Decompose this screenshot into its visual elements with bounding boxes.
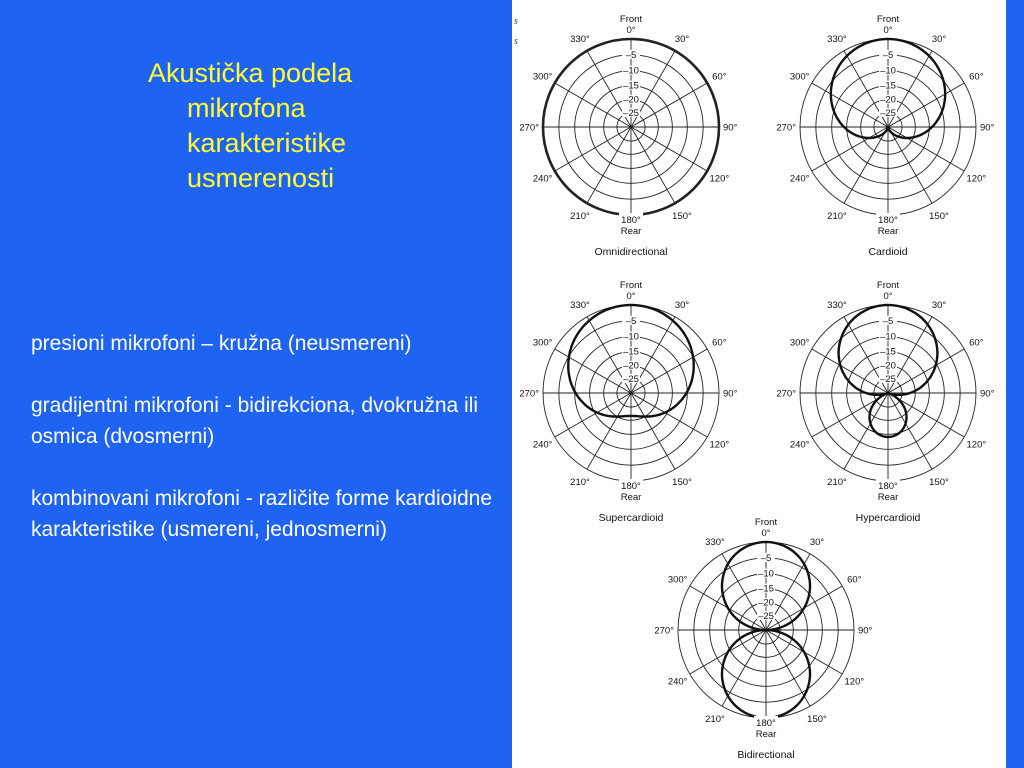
angle-30-label: 30° [931,300,947,312]
angle-300-label: 300° [789,71,810,83]
angle-30-label: 30° [809,537,825,549]
caption-omni: Omnidirectional [594,246,668,258]
angle-60-label: 60° [712,337,727,349]
polar-diagram-supercardioid [519,280,737,524]
polar-diagram-cardioid [776,14,994,258]
rear-label: Rear [877,226,899,237]
polar-spoke [631,127,707,171]
db-level-label: –20 [623,94,639,106]
angle-90-label: 90° [858,625,873,637]
polar-spoke [812,349,888,393]
paragraph-combined-microphones: kombinovani mikrofoni - različite forme kardioidne karakteristike (usmereni, jednosmerni) [31,487,493,541]
db-level-label: –15 [880,346,896,358]
polar-diagram-hypercardioid [776,280,994,524]
db-level-label: –20 [880,360,896,372]
polar-spoke [888,393,932,469]
angle-150-label: 150° [929,476,949,488]
angle-120-label: 120° [966,173,987,185]
angle-0-label: 0° [626,291,636,302]
angle-180-label: 180° [621,215,641,226]
rear-label: Rear [620,492,642,503]
db-level-label: –15 [623,346,639,358]
angle-180-label: 180° [878,481,898,492]
polar-spoke [631,127,675,203]
rear-label: Rear [755,729,777,740]
angle-210-label: 210° [570,210,590,222]
slide-title [148,56,488,196]
angle-60-label: 60° [847,574,862,586]
angle-90-label: 90° [980,388,995,400]
angle-240-label: 240° [532,173,553,185]
angle-210-label: 210° [827,210,847,222]
front-label: Front [876,280,900,291]
polar-spoke [555,127,631,171]
front-label: Front [619,280,643,291]
polar-spoke [888,83,964,127]
right-edge-strip [1006,0,1024,768]
angle-120-label: 120° [966,439,987,451]
db-level-label: –10 [880,331,896,343]
db-level-label: –10 [623,65,639,77]
angle-150-label: 150° [929,210,949,222]
db-level-label: –5 [760,552,772,564]
polar-spoke [555,349,631,393]
db-level-label: –20 [880,94,896,106]
db-level-label: –5 [882,49,894,61]
paragraph-gradient-microphones: gradijentni mikrofoni - bidirekciona, dvokružna ili osmica (dvosmerni) [31,394,479,448]
rear-label: Rear [620,226,642,237]
angle-0-label: 0° [883,291,893,302]
angle-0-label: 0° [883,25,893,36]
angle-120-label: 120° [709,439,730,451]
front-label: Front [876,14,900,25]
caption-bidirectional: Bidirectional [737,749,795,761]
angle-180-label: 180° [621,481,641,492]
polar-diagram-omni [519,14,737,258]
db-level-label: –10 [623,331,639,343]
title-line-2: mikrofona [187,93,306,123]
db-level-label: –15 [758,583,774,595]
angle-300-label: 300° [532,337,553,349]
angle-180-label: 180° [756,718,776,729]
angle-210-label: 210° [827,476,847,488]
angle-180-label: 180° [878,215,898,226]
angle-210-label: 210° [570,476,590,488]
db-level-label: –25 [623,107,639,119]
angle-300-label: 300° [667,574,688,586]
db-level-label: –5 [625,49,637,61]
db-level-label: –10 [880,65,896,77]
angle-120-label: 120° [709,173,730,185]
angle-210-label: 210° [705,713,725,725]
angle-150-label: 150° [807,713,827,725]
angle-270-label: 270° [776,122,796,134]
angle-300-label: 300° [532,71,553,83]
front-label: Front [754,517,778,528]
angle-330-label: 330° [570,300,590,312]
front-label: Front [619,14,643,25]
angle-270-label: 270° [654,625,674,637]
angle-0-label: 0° [626,25,636,36]
db-level-label: –25 [880,373,896,385]
angle-150-label: 150° [672,476,692,488]
db-level-label: –5 [625,315,637,327]
stray-mark: s [514,36,518,47]
angle-90-label: 90° [723,122,738,134]
angle-240-label: 240° [532,439,553,451]
angle-240-label: 240° [789,439,810,451]
polar-patterns-figure [512,0,1006,768]
title-line-1: Akustička podela [148,58,353,88]
angle-330-label: 330° [570,34,590,46]
angle-60-label: 60° [712,71,727,83]
polar-spoke [631,393,707,437]
db-level-label: –25 [623,373,639,385]
db-level-label: –25 [758,610,774,622]
angle-300-label: 300° [789,337,810,349]
angle-240-label: 240° [667,676,688,688]
db-level-label: –15 [623,80,639,92]
angle-60-label: 60° [969,71,984,83]
angle-330-label: 330° [705,537,725,549]
paragraph-pressure-microphones: presioni mikrofoni – kružna (neusmereni) [31,332,412,355]
caption-cardioid: Cardioid [868,246,908,258]
polar-spoke [888,127,964,171]
polar-spoke [555,83,631,127]
angle-0-label: 0° [761,528,771,539]
db-level-label: –10 [758,568,774,580]
angle-60-label: 60° [969,337,984,349]
angle-90-label: 90° [980,122,995,134]
polar-spoke [631,83,707,127]
angle-330-label: 330° [827,300,847,312]
angle-30-label: 30° [674,300,690,312]
title-line-3: karakteristike [187,128,347,158]
angle-330-label: 330° [827,34,847,46]
polar-spoke [812,83,888,127]
polar-spoke [587,393,631,469]
title-line-4: usmerenosti [187,163,335,193]
stray-mark: s [514,16,518,27]
angle-240-label: 240° [789,173,810,185]
caption-supercardioid: Supercardioid [598,512,664,524]
polar-diagram-bidirectional [654,517,872,761]
angle-270-label: 270° [519,122,539,134]
polar-spoke [844,393,888,469]
angle-150-label: 150° [672,210,692,222]
db-level-label: –20 [623,360,639,372]
polar-patterns-svg [512,0,1006,768]
angle-90-label: 90° [723,388,738,400]
polar-spoke [587,127,631,203]
polar-spoke [631,393,675,469]
slide-body [31,328,501,576]
db-level-label: –20 [758,597,774,609]
db-level-label: –5 [882,315,894,327]
angle-120-label: 120° [844,676,865,688]
angle-30-label: 30° [674,34,690,46]
angle-270-label: 270° [519,388,539,400]
polar-spoke [631,349,707,393]
db-level-label: –25 [880,107,896,119]
caption-hypercardioid: Hypercardioid [855,512,921,524]
polar-spoke [812,127,888,171]
angle-30-label: 30° [931,34,947,46]
db-level-label: –15 [880,80,896,92]
rear-label: Rear [877,492,899,503]
polar-spoke [888,349,964,393]
polar-spoke [555,393,631,437]
angle-270-label: 270° [776,388,796,400]
